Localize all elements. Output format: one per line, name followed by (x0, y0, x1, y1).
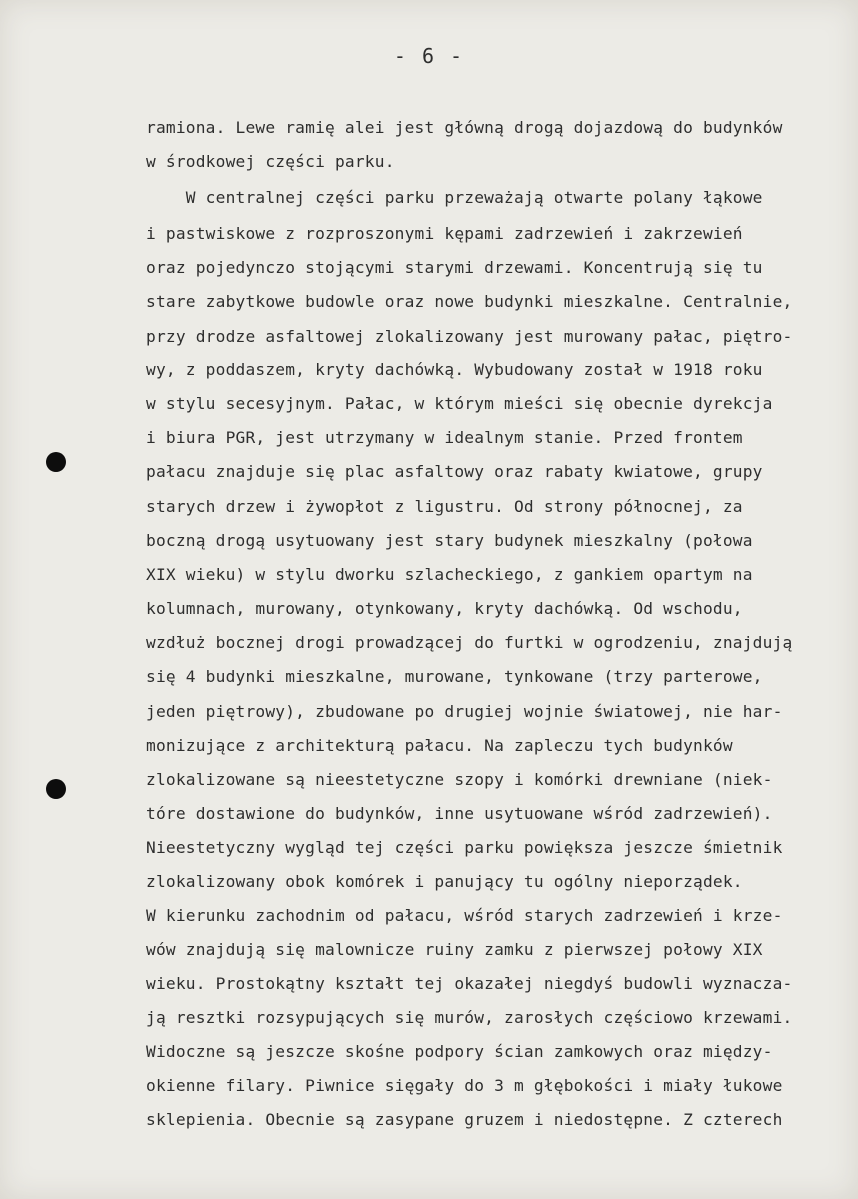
text-line: ją resztki rozsypujących się murów, zarosłych częściowo krzewami. (146, 1008, 793, 1027)
text-line: w środkowej części parku. (146, 152, 395, 171)
text-line: Nieestetyczny wygląd tej części parku powiększa jeszcze śmietnik (146, 838, 783, 857)
text-line: się 4 budynki mieszkalne, murowane, tynkowane (trzy parterowe, (146, 667, 763, 686)
text-line: W centralnej części parku przeważają otwarte polany łąkowe (146, 188, 763, 207)
text-line: pałacu znajduje się plac asfaltowy oraz rabaty kwiatowe, grupy (146, 462, 763, 481)
text-line: stare zabytkowe budowle oraz nowe budynki mieszkalne. Centralnie, (146, 292, 793, 311)
text-line: wy, z poddaszem, kryty dachówką. Wybudowany został w 1918 roku (146, 360, 763, 379)
text-line: ramiona. Lewe ramię alei jest główną drogą dojazdową do budynków (146, 118, 783, 137)
text-line: boczną drogą usytuowany jest stary budynek mieszkalny (połowa (146, 531, 753, 550)
text-line: wieku. Prostokątny kształt tej okazałej niegdyś budowli wyznacza- (146, 974, 793, 993)
text-line: przy drodze asfaltowej zlokalizowany jest murowany pałac, piętro- (146, 327, 793, 346)
text-line: w stylu secesyjnym. Pałac, w którym mieści się obecnie dyrekcja (146, 394, 773, 413)
text-line: starych drzew i żywopłot z ligustru. Od strony północnej, za (146, 497, 743, 516)
page-number: - 6 - (393, 44, 465, 68)
text-line: i biura PGR, jest utrzymany w idealnym stanie. Przed frontem (146, 428, 743, 447)
text-line: wzdłuż bocznej drogi prowadzącej do furtki w ogrodzeniu, znajdują (146, 633, 793, 652)
text-line: i pastwiskowe z rozproszonymi kępami zadrzewień i zakrzewień (146, 224, 743, 243)
text-line: W kierunku zachodnim od pałacu, wśród starych zadrzewień i krze- (146, 906, 783, 925)
punch-hole (46, 779, 66, 799)
text-line: monizujące z architekturą pałacu. Na zapleczu tych budynków (146, 736, 733, 755)
text-line: zlokalizowane są nieestetyczne szopy i komórki drewniane (niek- (146, 770, 773, 789)
text-line: kolumnach, murowany, otynkowany, kryty dachówką. Od wschodu, (146, 599, 743, 618)
text-line: okienne filary. Piwnice sięgały do 3 m głębokości i miały łukowe (146, 1076, 783, 1095)
text-line: jeden piętrowy), zbudowane po drugiej wojnie światowej, nie har- (146, 702, 783, 721)
text-line: zlokalizowany obok komórek i panujący tu ogólny nieporządek. (146, 872, 743, 891)
text-line: Widoczne są jeszcze skośne podpory ścian zamkowych oraz między- (146, 1042, 773, 1061)
text-line: oraz pojedynczo stojącymi starymi drzewami. Koncentrują się tu (146, 258, 763, 277)
text-line: wów znajdują się malownicze ruiny zamku z pierwszej połowy XIX (146, 940, 763, 959)
punch-hole (46, 452, 66, 472)
text-line: tóre dostawione do budynków, inne usytuowane wśród zadrzewień). (146, 804, 773, 823)
text-line: XIX wieku) w stylu dworku szlacheckiego, z gankiem opartym na (146, 565, 753, 584)
text-line: sklepienia. Obecnie są zasypane gruzem i niedostępne. Z czterech (146, 1110, 783, 1129)
